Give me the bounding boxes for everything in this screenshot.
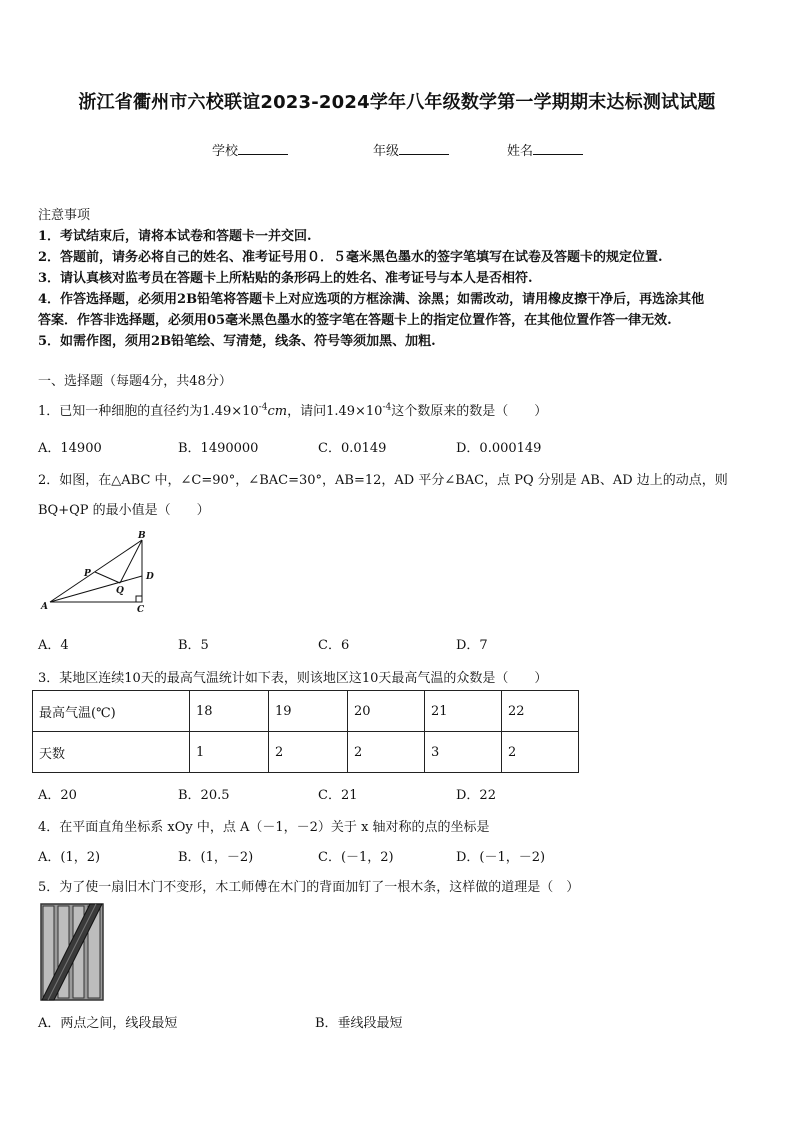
question-5-options xyxy=(38,1012,403,1031)
option-d[interactable]: D．0.000149 xyxy=(456,441,542,456)
option-a[interactable]: A．20 xyxy=(38,788,77,803)
option-a[interactable]: A．4 xyxy=(38,638,69,653)
table-cell: 2 xyxy=(269,732,348,773)
option-a[interactable]: A．(1，2) xyxy=(38,850,101,865)
name-field[interactable] xyxy=(507,140,583,159)
question-3-stem: 3．某地区连续10天的最高气温统计如下表，则该地区这10天最高气温的众数是（ ） xyxy=(38,671,548,686)
table-cell: 19 xyxy=(269,691,348,732)
q1-sci-exp: -4 xyxy=(258,402,268,413)
table-cell: 最高气温(℃) xyxy=(33,691,190,732)
table-cell: 2 xyxy=(502,732,579,773)
option-c[interactable]: C．0.0149 xyxy=(318,441,387,456)
bisector-ad xyxy=(50,576,142,602)
school-field[interactable] xyxy=(212,140,288,159)
q1-text-post: 这个数原来的数是（ ） xyxy=(391,404,548,419)
table-cell: 21 xyxy=(425,691,502,732)
school-blank[interactable] xyxy=(238,142,288,155)
option-a[interactable]: A．14900 xyxy=(38,441,102,456)
name-blank[interactable] xyxy=(533,142,583,155)
table-cell: 20 xyxy=(348,691,425,732)
option-d[interactable]: D．7 xyxy=(456,638,488,653)
question-2-options xyxy=(38,634,488,653)
option-b[interactable]: B．垂线段最短 xyxy=(315,1016,403,1031)
q1-unit: cm xyxy=(267,404,288,419)
question-4-stem: 4．在平面直角坐标系 xOy 中，点 A（－1，－2）关于 x 轴对称的点的坐标是 xyxy=(38,820,490,835)
grade-blank[interactable] xyxy=(399,142,449,155)
notice-item: 3．请认真核对监考员在答题卡上所粘贴的条形码上的姓名、准考证号与本人是否相符. xyxy=(38,271,533,286)
label-c: C xyxy=(137,605,145,615)
question-1-options xyxy=(38,437,541,456)
notice-item: 2．答题前，请务必将自己的姓名、准考证号用０．５毫米黑色墨水的签字笔填写在试卷及答题卡的规定位置. xyxy=(38,250,663,265)
q1-text-mid: ，请问 xyxy=(287,404,327,419)
option-c[interactable]: C．(－1，2) xyxy=(318,850,394,865)
table-cell: 2 xyxy=(348,732,425,773)
option-c[interactable]: C．6 xyxy=(318,638,350,653)
label-p: P xyxy=(84,569,91,579)
triangle-figure xyxy=(40,530,170,615)
q1-text-pre: 1．已知一种细胞的直径约为 xyxy=(38,404,203,419)
table-cell: 天数 xyxy=(33,732,190,773)
question-3-options xyxy=(38,784,496,803)
wooden-door-figure xyxy=(40,903,104,1001)
grade-field[interactable] xyxy=(373,140,449,159)
notice-item: 5．如需作图，须用2B铅笔绘、写清楚，线条、符号等须加黑、加粗. xyxy=(38,334,436,349)
grade-label: 年级 xyxy=(373,144,400,159)
question-2-stem-line1: 2．如图，在△ABC 中，∠C=90°，∠BAC=30°，AB=12，AD 平分∠BAC，点 PQ 分别是 AB、AD 边上的动点，则 xyxy=(38,473,728,488)
label-q: Q xyxy=(116,586,124,596)
label-a: A xyxy=(41,602,48,612)
table-cell: 1 xyxy=(190,732,269,773)
option-d[interactable]: D．22 xyxy=(456,788,496,803)
notice-item: 1．考试结束后，请将本试卷和答题卡一并交回. xyxy=(38,229,312,244)
school-label: 学校 xyxy=(212,144,239,159)
side-ab xyxy=(50,540,142,602)
notice-item: 4．作答选择题，必须用2B铅笔将答题卡上对应选项的方框涂满、涂黑；如需改动，请用橡皮擦干净后，再选涂其他 xyxy=(38,292,705,307)
table-row xyxy=(33,732,579,773)
label-d: D xyxy=(146,572,154,582)
label-b: B xyxy=(138,531,146,541)
notice-item: 答案．作答非选择题，必须用05毫米黑色墨水的签字笔在答题卡上的指定位置作答，在其他位置作答一律无效. xyxy=(38,313,672,328)
table-row xyxy=(33,691,579,732)
name-label: 姓名 xyxy=(507,144,534,159)
question-1-stem xyxy=(38,400,547,419)
option-a[interactable]: A．两点之间，线段最短 xyxy=(38,1016,178,1031)
q1-sci-base-2: 1.49×10 xyxy=(326,404,383,419)
segment-qp xyxy=(95,572,120,583)
q1-sci-number xyxy=(202,404,267,419)
option-b[interactable]: B．5 xyxy=(178,638,209,653)
right-angle-mark xyxy=(136,596,142,602)
table-cell: 18 xyxy=(190,691,269,732)
q1-sci-exp-2: -4 xyxy=(382,402,392,413)
q1-sci-base: 1.49×10 xyxy=(202,404,259,419)
option-b[interactable]: B．20.5 xyxy=(178,788,230,803)
notice-heading: 注意事项 xyxy=(38,208,91,223)
option-d[interactable]: D．(－1，－2) xyxy=(456,850,546,865)
question-4-options xyxy=(38,846,545,865)
temperature-table xyxy=(32,690,579,773)
question-2-stem-line2: BQ+QP 的最小值是（ ） xyxy=(38,503,210,518)
table-cell: 22 xyxy=(502,691,579,732)
option-b[interactable]: B．(1，－2) xyxy=(178,850,254,865)
question-5-stem: 5．为了使一扇旧木门不变形，木工师傅在木门的背面加钉了一根木条，这样做的道理是（ ） xyxy=(38,880,580,895)
table-cell: 3 xyxy=(425,732,502,773)
option-b[interactable]: B．1490000 xyxy=(178,441,259,456)
document-title: 浙江省衢州市六校联谊2023-2024学年八年级数学第一学期期末达标测试试题 xyxy=(78,92,716,113)
option-c[interactable]: C．21 xyxy=(318,788,358,803)
q1-sci-number-2 xyxy=(326,404,391,419)
section-heading: 一、选择题（每题4分，共48分） xyxy=(38,374,232,389)
